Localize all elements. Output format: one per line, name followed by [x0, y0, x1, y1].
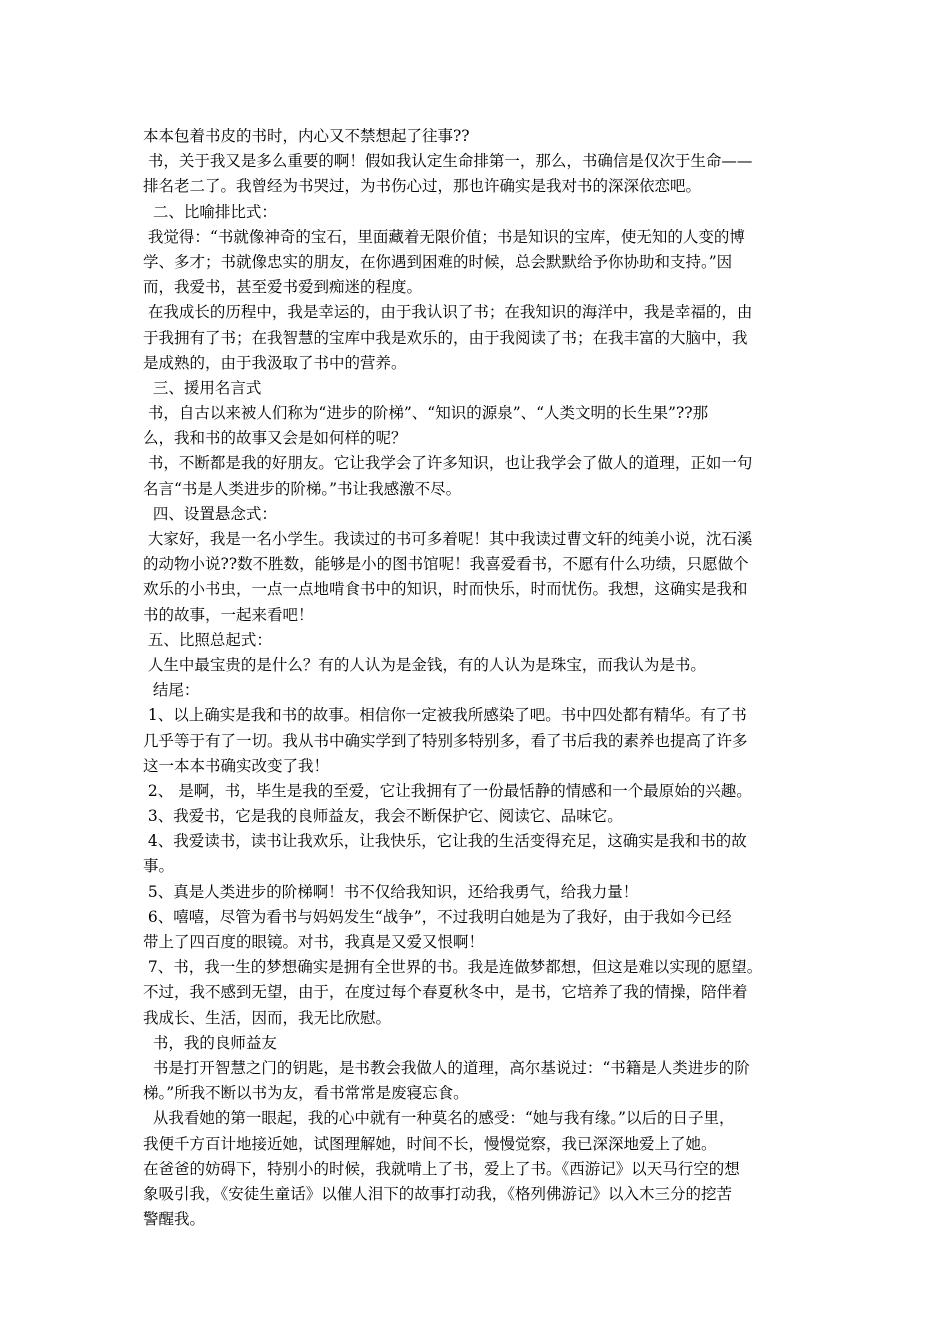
text-line: 几乎等于有了一切。我从书中确实学到了特别多特别多，看了书后我的素养也提高了许多 [143, 731, 748, 750]
text-line: 这一本本书确实改变了我！ [143, 756, 330, 775]
text-line: 带上了四百度的眼镜。对书，我真是又爱又恨啊！ [143, 933, 485, 951]
text-line: 1、以上确实是我和书的故事。相信你一定被我所感染了吧。书中四处都有精华。有了书 [143, 706, 747, 725]
text-line: 学、多才；书就像忠实的朋友，在你遇到困难的时候，总会默默给予你协助和支持。”因 [143, 252, 733, 271]
text-line: 我成长、生活，因而，我无比欣慰。 [143, 1008, 392, 1027]
section-heading: 二、比喻排比式： [143, 202, 277, 221]
text-line: 而，我爱书，甚至爱书爱到痴迷的程度。 [143, 278, 423, 297]
text-line: 大家好，我是一名小学生。我读过的书可多着呢！其中我读过曹文轩的纯美小说，沈石溪 [143, 530, 753, 548]
text-line: 书，关于我又是多么重要的啊！假如我认定生命排第一，那么，书确信是仅次于生命—— [143, 152, 753, 171]
text-line: 2、 是啊，书，毕生是我的至爱，它让我拥有了一份最恬静的情感和一个最原始的兴趣。 [143, 781, 752, 800]
text-line: 从我看她的第一眼起，我的心中就有一种莫名的感受：“她与我有缘。”以后的日子里， [143, 1109, 735, 1128]
text-line: 7、书，我一生的梦想确实是拥有全世界的书。我是连做梦都想，但这是难以实现的愿望。 [143, 958, 763, 977]
section-heading: 三、援用名言式 [143, 378, 262, 397]
text-line: 梯。”所我不断以书为友，看书常常是废寝忘食。 [143, 1084, 469, 1103]
text-line: 象吸引我，《安徒生童话》以催人泪下的故事打动我，《格列佛游记》以入木三分的挖苦 [143, 1184, 733, 1203]
text-line: 是成熟的，由于我汲取了书中的营养。 [143, 353, 407, 372]
text-line: 我便千方百计地接近她，试图理解她，时间不长，慢慢觉察，我已深深地爱上了她。 [143, 1134, 717, 1153]
section-heading: 四、设置悬念式： [143, 504, 277, 523]
section-heading: 五、比照总起式： [143, 630, 272, 649]
text-line: 事。 [143, 857, 175, 876]
text-line: 么，我和书的故事又会是如何样的呢？ [143, 429, 407, 448]
text-line: 我觉得：“书就像神奇的宝石，里面藏着无限价值；书是知识的宝库，使无知的人变的博 [143, 227, 745, 246]
text-line: 名言“书是人类进步的阶梯。”书让我感激不尽。 [143, 479, 462, 498]
section-heading: 结尾： [143, 681, 200, 700]
text-line: 排名老二了。我曾经为书哭过，为书伤心过，那也许确实是我对书的深深依恋吧。 [143, 177, 702, 196]
text-line: 警醒我。 [143, 1210, 206, 1229]
text-line: 于我拥有了书；在我智慧的宝库中我是欢乐的，由于我阅读了书；在我丰富的大脑中，我 [143, 328, 748, 347]
text-line: 书的故事，一起来看吧！ [143, 605, 314, 624]
text-line: 人生中最宝贵的是什么？有的人认为是金钱，有的人认为是珠宝，而我认为是书。 [143, 655, 706, 674]
text-line: 的动物小说??数不胜数，能够是小的图书馆呢！我喜爱看书，不愿有什么功绩，只愿做个 [143, 555, 749, 574]
text-line: 书，不断都是我的好朋友。它让我学会了许多知识，也让我学会了做人的道理，正如一句 [143, 454, 753, 473]
document-body [143, 124, 811, 1232]
text-line: 3、我爱书，它是我的良师益友，我会不断保护它、阅读它、品味它。 [143, 807, 623, 826]
text-line: 书是打开智慧之门的钥匙，是书教会我做人的道理，高尔基说过：“书籍是人类进步的阶 [143, 1058, 750, 1077]
section-heading: 书，我的良师益友 [143, 1033, 277, 1052]
text-line: 不过，我不感到无望，由于，在度过每个春夏秋冬中，是书，它培养了我的情操，陪伴着 [143, 983, 748, 1002]
text-line: 欢乐的小书虫，一点一点地啃食书中的知识，时而快乐，时而忧伤。我想，这确实是我和 [143, 580, 748, 599]
text-line: 本本包着书皮的书时，内心又不禁想起了往事?? [143, 127, 470, 145]
text-line: 5、真是人类进步的阶梯啊！书不仅给我知识，还给我勇气，给我力量！ [143, 882, 639, 901]
text-line: 6、嘻嘻，尽管为看书与妈妈发生“战争”，不过我明白她是为了我好，由于我如今已经 [143, 907, 732, 926]
text-line: 书，自古以来被人们称为“进步的阶梯”、“知识的源泉”、“人类文明的长生果”??那 [143, 404, 709, 423]
text-line: 在爸爸的妨碍下，特别小的时候，我就啃上了书，爱上了书。《西游记》以天马行空的想 [143, 1159, 740, 1178]
text-line: 4、我爱读书，读书让我欢乐，让我快乐，它让我的生活变得充足，这确实是我和书的故 [143, 832, 747, 851]
text-line: 在我成长的历程中，我是幸运的，由于我认识了书；在我知识的海洋中，我是幸福的，由 [143, 303, 753, 322]
